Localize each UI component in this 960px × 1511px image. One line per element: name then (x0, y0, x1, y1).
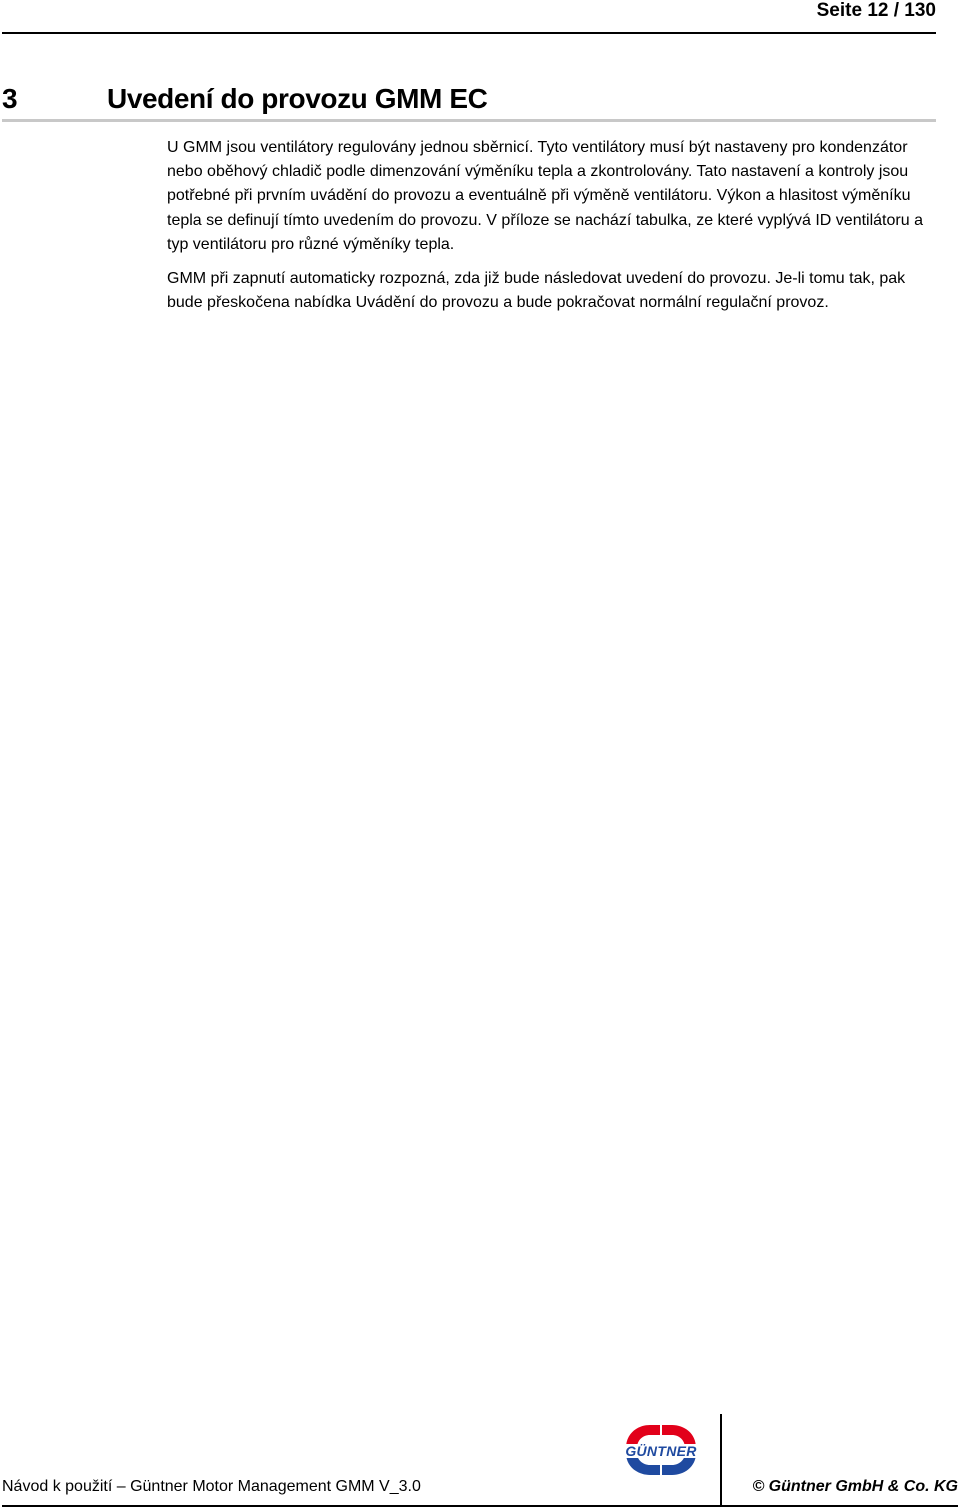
footer-copyright: © Güntner GmbH & Co. KG (752, 1478, 958, 1495)
chapter-number: 3 (2, 83, 18, 114)
footer-divider (2, 1505, 958, 1507)
page-number: Seite 12 / 130 (816, 0, 936, 21)
header-divider (2, 32, 936, 34)
footer-vertical-divider (720, 1414, 722, 1506)
heading-divider (2, 119, 936, 122)
chapter-title: Uvedení do provozu GMM EC (107, 83, 488, 114)
guntner-logo (612, 1421, 710, 1477)
logo-wordmark: GÜNTNER (625, 1443, 697, 1459)
paragraph-2: GMM při zapnutí automaticky rozpozná, zda již bude následovat uvedení do provozu. Je-li tomu tak, pak bude přeskočena nabídka Uvádění do provozu a bude pokračovat normální regulační provoz. (167, 269, 906, 311)
footer-document-title: Návod k použití – Güntner Motor Management GMM V_3.0 (2, 1478, 421, 1495)
body-text (167, 136, 932, 324)
paragraph-1: U GMM jsou ventilátory regulovány jednou sběrnicí. Tyto ventilátory musí být nastaveny pro kondenzátor nebo oběhový chladič podle dimenzování výměníku tepla a zkontrolovány. Tato nastavení a kontroly jsou potřebné při prvním uvádění do provozu a eventuálně při výměně ventilátoru. Výkon a hlasitost výměníku tepla se definují tímto uvedením do provozu. V příloze se nachází tabulka, ze které vyplývá ID ventilátoru a typ ventilátoru pro různé výměníky tepla. (167, 139, 923, 253)
